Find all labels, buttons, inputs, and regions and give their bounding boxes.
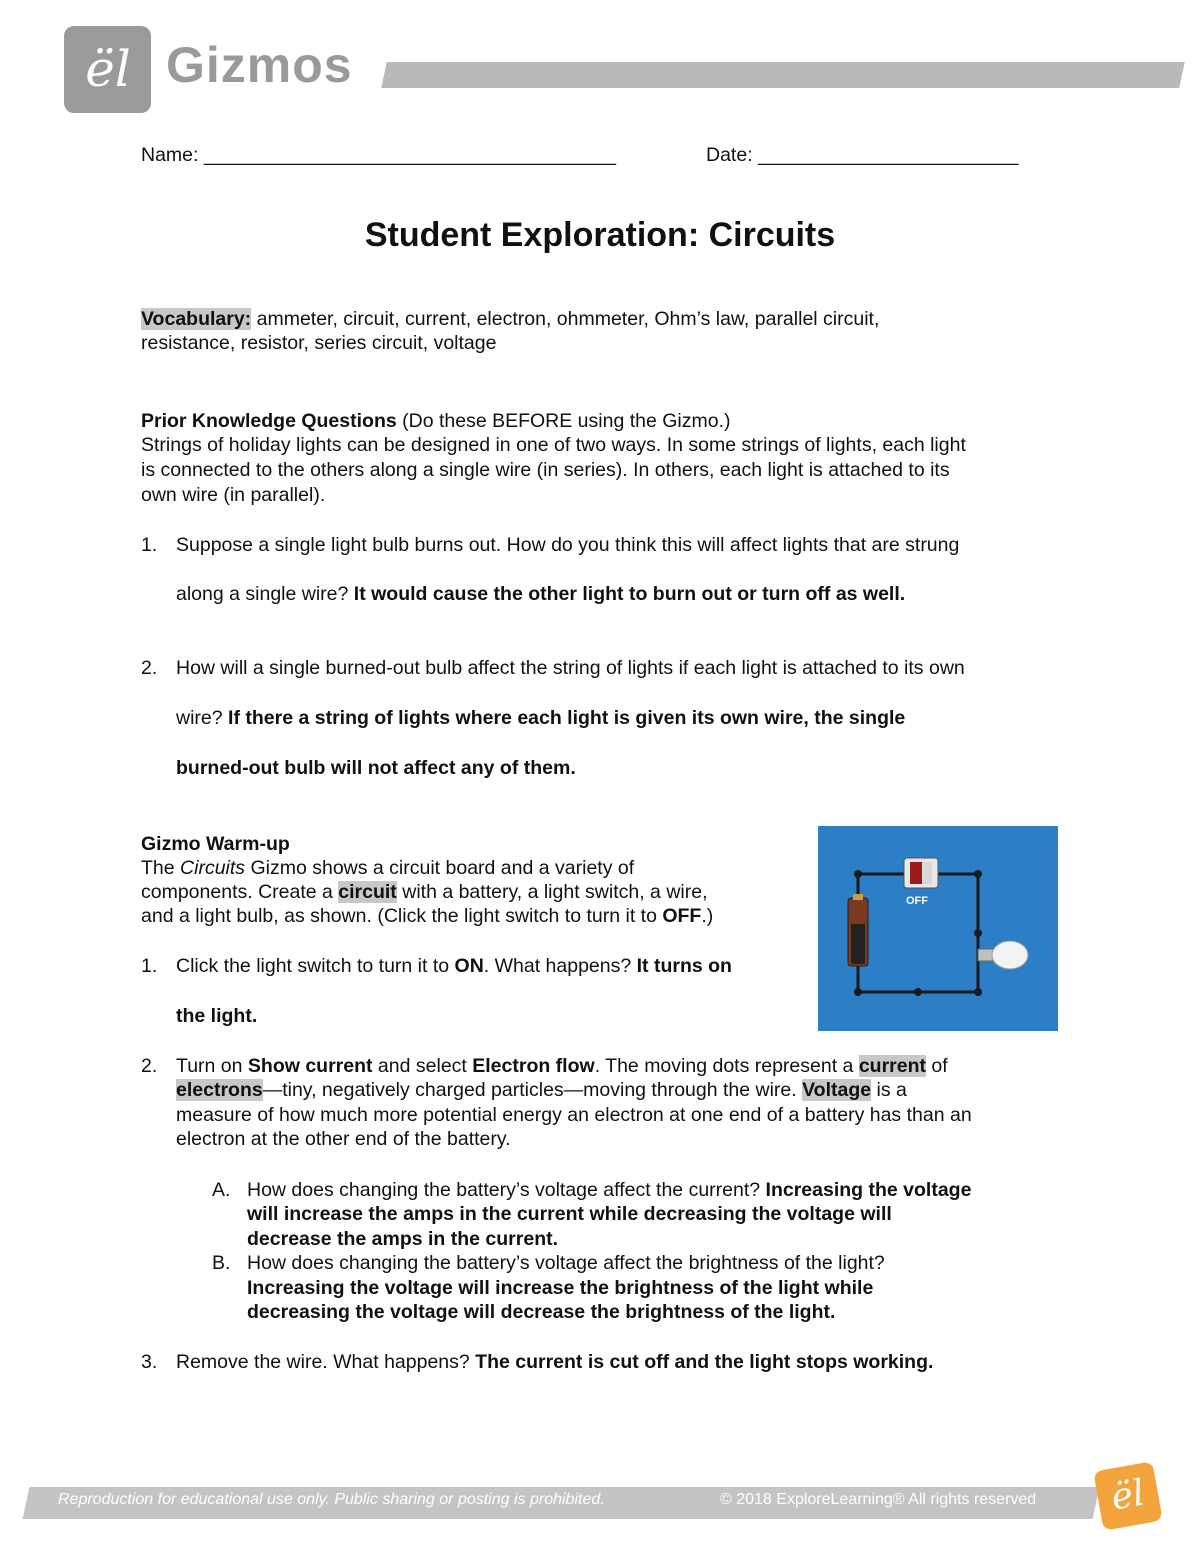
prior-q1-line-2 bbox=[176, 582, 905, 606]
warmup-q1-number: 1. bbox=[141, 955, 158, 977]
warmup-q2-l1f: current bbox=[858, 1055, 926, 1077]
prior-q2-prefix: wire? bbox=[176, 707, 229, 729]
warmup-q3-answer: The current is cut off and the light stops working. bbox=[475, 1351, 934, 1373]
brand-name: Gizmos bbox=[166, 37, 353, 93]
prior-q2-line-2 bbox=[176, 706, 905, 730]
warmup-intro-1a: The bbox=[141, 857, 181, 879]
prior-q2-answer-2: burned-out bulb will not affect any of them. bbox=[176, 757, 576, 779]
warmup-intro-1b: Circuits bbox=[180, 857, 246, 879]
footer-el-logo-icon: ël bbox=[1108, 1472, 1148, 1519]
prior-q1-number: 1. bbox=[141, 534, 158, 556]
warmup-q2a-question: How does changing the battery’s voltage affect the current? bbox=[247, 1179, 766, 1201]
warmup-q1-answer-1: It turns on bbox=[636, 955, 732, 977]
warmup-intro-3c: .) bbox=[701, 905, 714, 927]
circuit-diagram bbox=[818, 826, 1058, 1031]
prior-q2-answer-1: If there a string of lights where each light is given its own wire, the single bbox=[228, 707, 906, 729]
date-line bbox=[706, 143, 1018, 167]
prior-q1-answer: It would cause the other light to burn out or turn off as well. bbox=[353, 583, 906, 605]
prior-intro-3: own wire (in parallel). bbox=[141, 484, 326, 506]
prior-q1-line-1: Suppose a single light bulb burns out. How do you think this will affect lights that are strung bbox=[176, 534, 960, 556]
warmup-q2b-answer-1: Increasing the voltage will increase the brightness of the light while bbox=[247, 1277, 874, 1299]
warmup-intro-2c: with a battery, a light switch, a wire, bbox=[396, 881, 708, 903]
prior-heading bbox=[141, 409, 731, 433]
battery-icon bbox=[848, 894, 868, 966]
light-bulb-icon bbox=[978, 941, 1028, 969]
footer-disclaimer: Reproduction for educational use only. Public sharing or posting is prohibited. bbox=[58, 1491, 605, 1508]
warmup-heading: Gizmo Warm-up bbox=[141, 833, 290, 855]
warmup-q3-line bbox=[176, 1350, 933, 1374]
warmup-intro-2b: circuit bbox=[338, 881, 397, 903]
warmup-q2-l1d: Electron flow bbox=[472, 1055, 595, 1077]
warmup-q2b-answer-2: decreasing the voltage will decrease the brightness of the light. bbox=[247, 1301, 836, 1323]
warmup-q3-question: Remove the wire. What happens? bbox=[176, 1351, 476, 1373]
warmup-q2-l2d: is a bbox=[871, 1079, 907, 1101]
footer-copyright: © 2018 ExploreLearning® All rights reserved bbox=[720, 1491, 1037, 1508]
warmup-q2-line-2 bbox=[176, 1078, 907, 1102]
warmup-q2-l1a: Turn on bbox=[176, 1055, 248, 1077]
date-blank: ________________________ bbox=[758, 144, 1019, 166]
warmup-q2-l1b: Show current bbox=[247, 1055, 373, 1077]
warmup-q2a-answer-1: Increasing the voltage bbox=[765, 1179, 972, 1201]
prior-intro-2: is connected to the others along a single wire (in series). In others, each light is attached to its bbox=[141, 459, 950, 481]
el-logo-icon: ël bbox=[85, 40, 131, 98]
warmup-q2a-line-1 bbox=[247, 1178, 971, 1202]
vocabulary-line-2: resistance, resistor, series circuit, voltage bbox=[141, 332, 497, 354]
warmup-q2-line-1 bbox=[176, 1054, 948, 1078]
warmup-intro-3b: OFF bbox=[662, 905, 702, 927]
warmup-q1-line-1 bbox=[176, 954, 732, 978]
warmup-intro-1 bbox=[141, 856, 634, 880]
vocabulary-label: Vocabulary: bbox=[141, 308, 252, 330]
circuit-figure bbox=[818, 826, 1058, 1031]
name-blank: ______________________________________ bbox=[203, 144, 616, 166]
warmup-intro-3a: and a light bulb, as shown. (Click the light switch to turn it to bbox=[141, 905, 663, 927]
warmup-q2-l1g: of bbox=[926, 1055, 948, 1077]
vocabulary-line-1 bbox=[141, 307, 879, 331]
warmup-intro-1c: Gizmo shows a circuit board and a variety of bbox=[245, 857, 635, 879]
warmup-q1-prefix: Click the light switch to turn it to bbox=[176, 955, 455, 977]
warmup-q2a-answer-3: decrease the amps in the current. bbox=[247, 1228, 559, 1250]
page-title: Student Exploration: Circuits bbox=[364, 216, 836, 254]
name-line bbox=[141, 143, 616, 167]
warmup-q2-l1e: . The moving dots represent a bbox=[594, 1055, 859, 1077]
prior-heading-text: Prior Knowledge Questions bbox=[141, 410, 397, 432]
prior-q2-line-1: How will a single burned-out bulb affect the string of lights if each light is attached to its own bbox=[176, 657, 965, 679]
warmup-q2-l2a: electrons bbox=[176, 1079, 263, 1101]
warmup-q1-mid: . What happens? bbox=[483, 955, 637, 977]
warmup-q2-l2c: Voltage bbox=[802, 1079, 872, 1101]
prior-q1-prefix: along a single wire? bbox=[176, 583, 354, 605]
warmup-q2-line-3: measure of how much more potential energy an electron at one end of a battery has than an bbox=[176, 1104, 972, 1126]
header-bar bbox=[381, 62, 1185, 88]
prior-heading-note: (Do these BEFORE using the Gizmo.) bbox=[396, 410, 731, 432]
vocabulary-terms-1: ammeter, circuit, current, electron, ohmmeter, Ohm’s law, parallel circuit, bbox=[251, 308, 880, 330]
switch-icon bbox=[904, 858, 938, 888]
warmup-q2b-letter: B. bbox=[212, 1252, 231, 1274]
warmup-q3-number: 3. bbox=[141, 1351, 158, 1373]
warmup-intro-2 bbox=[141, 880, 708, 904]
warmup-q2-number: 2. bbox=[141, 1055, 158, 1077]
warmup-q2-l2b: —tiny, negatively charged particles—moving through the wire. bbox=[262, 1079, 803, 1101]
name-label: Name: bbox=[141, 144, 199, 166]
switch-state-label: OFF bbox=[906, 895, 928, 907]
warmup-q2b-question: How does changing the battery’s voltage affect the brightness of the light? bbox=[247, 1252, 885, 1274]
prior-q2-number: 2. bbox=[141, 657, 158, 679]
warmup-q2a-answer-2: will increase the amps in the current while decreasing the voltage will bbox=[247, 1203, 892, 1225]
warmup-q2-line-4: electron at the other end of the battery. bbox=[176, 1128, 511, 1150]
warmup-q2a-letter: A. bbox=[212, 1179, 231, 1201]
warmup-intro-3 bbox=[141, 904, 713, 928]
date-label: Date: bbox=[706, 144, 753, 166]
warmup-q1-on: ON bbox=[454, 955, 484, 977]
warmup-intro-2a: components. Create a bbox=[141, 881, 339, 903]
warmup-q1-answer-2: the light. bbox=[176, 1005, 258, 1027]
prior-intro-1: Strings of holiday lights can be designed in one of two ways. In some strings of lights, each light bbox=[141, 434, 966, 456]
warmup-q2-l1c: and select bbox=[372, 1055, 473, 1077]
